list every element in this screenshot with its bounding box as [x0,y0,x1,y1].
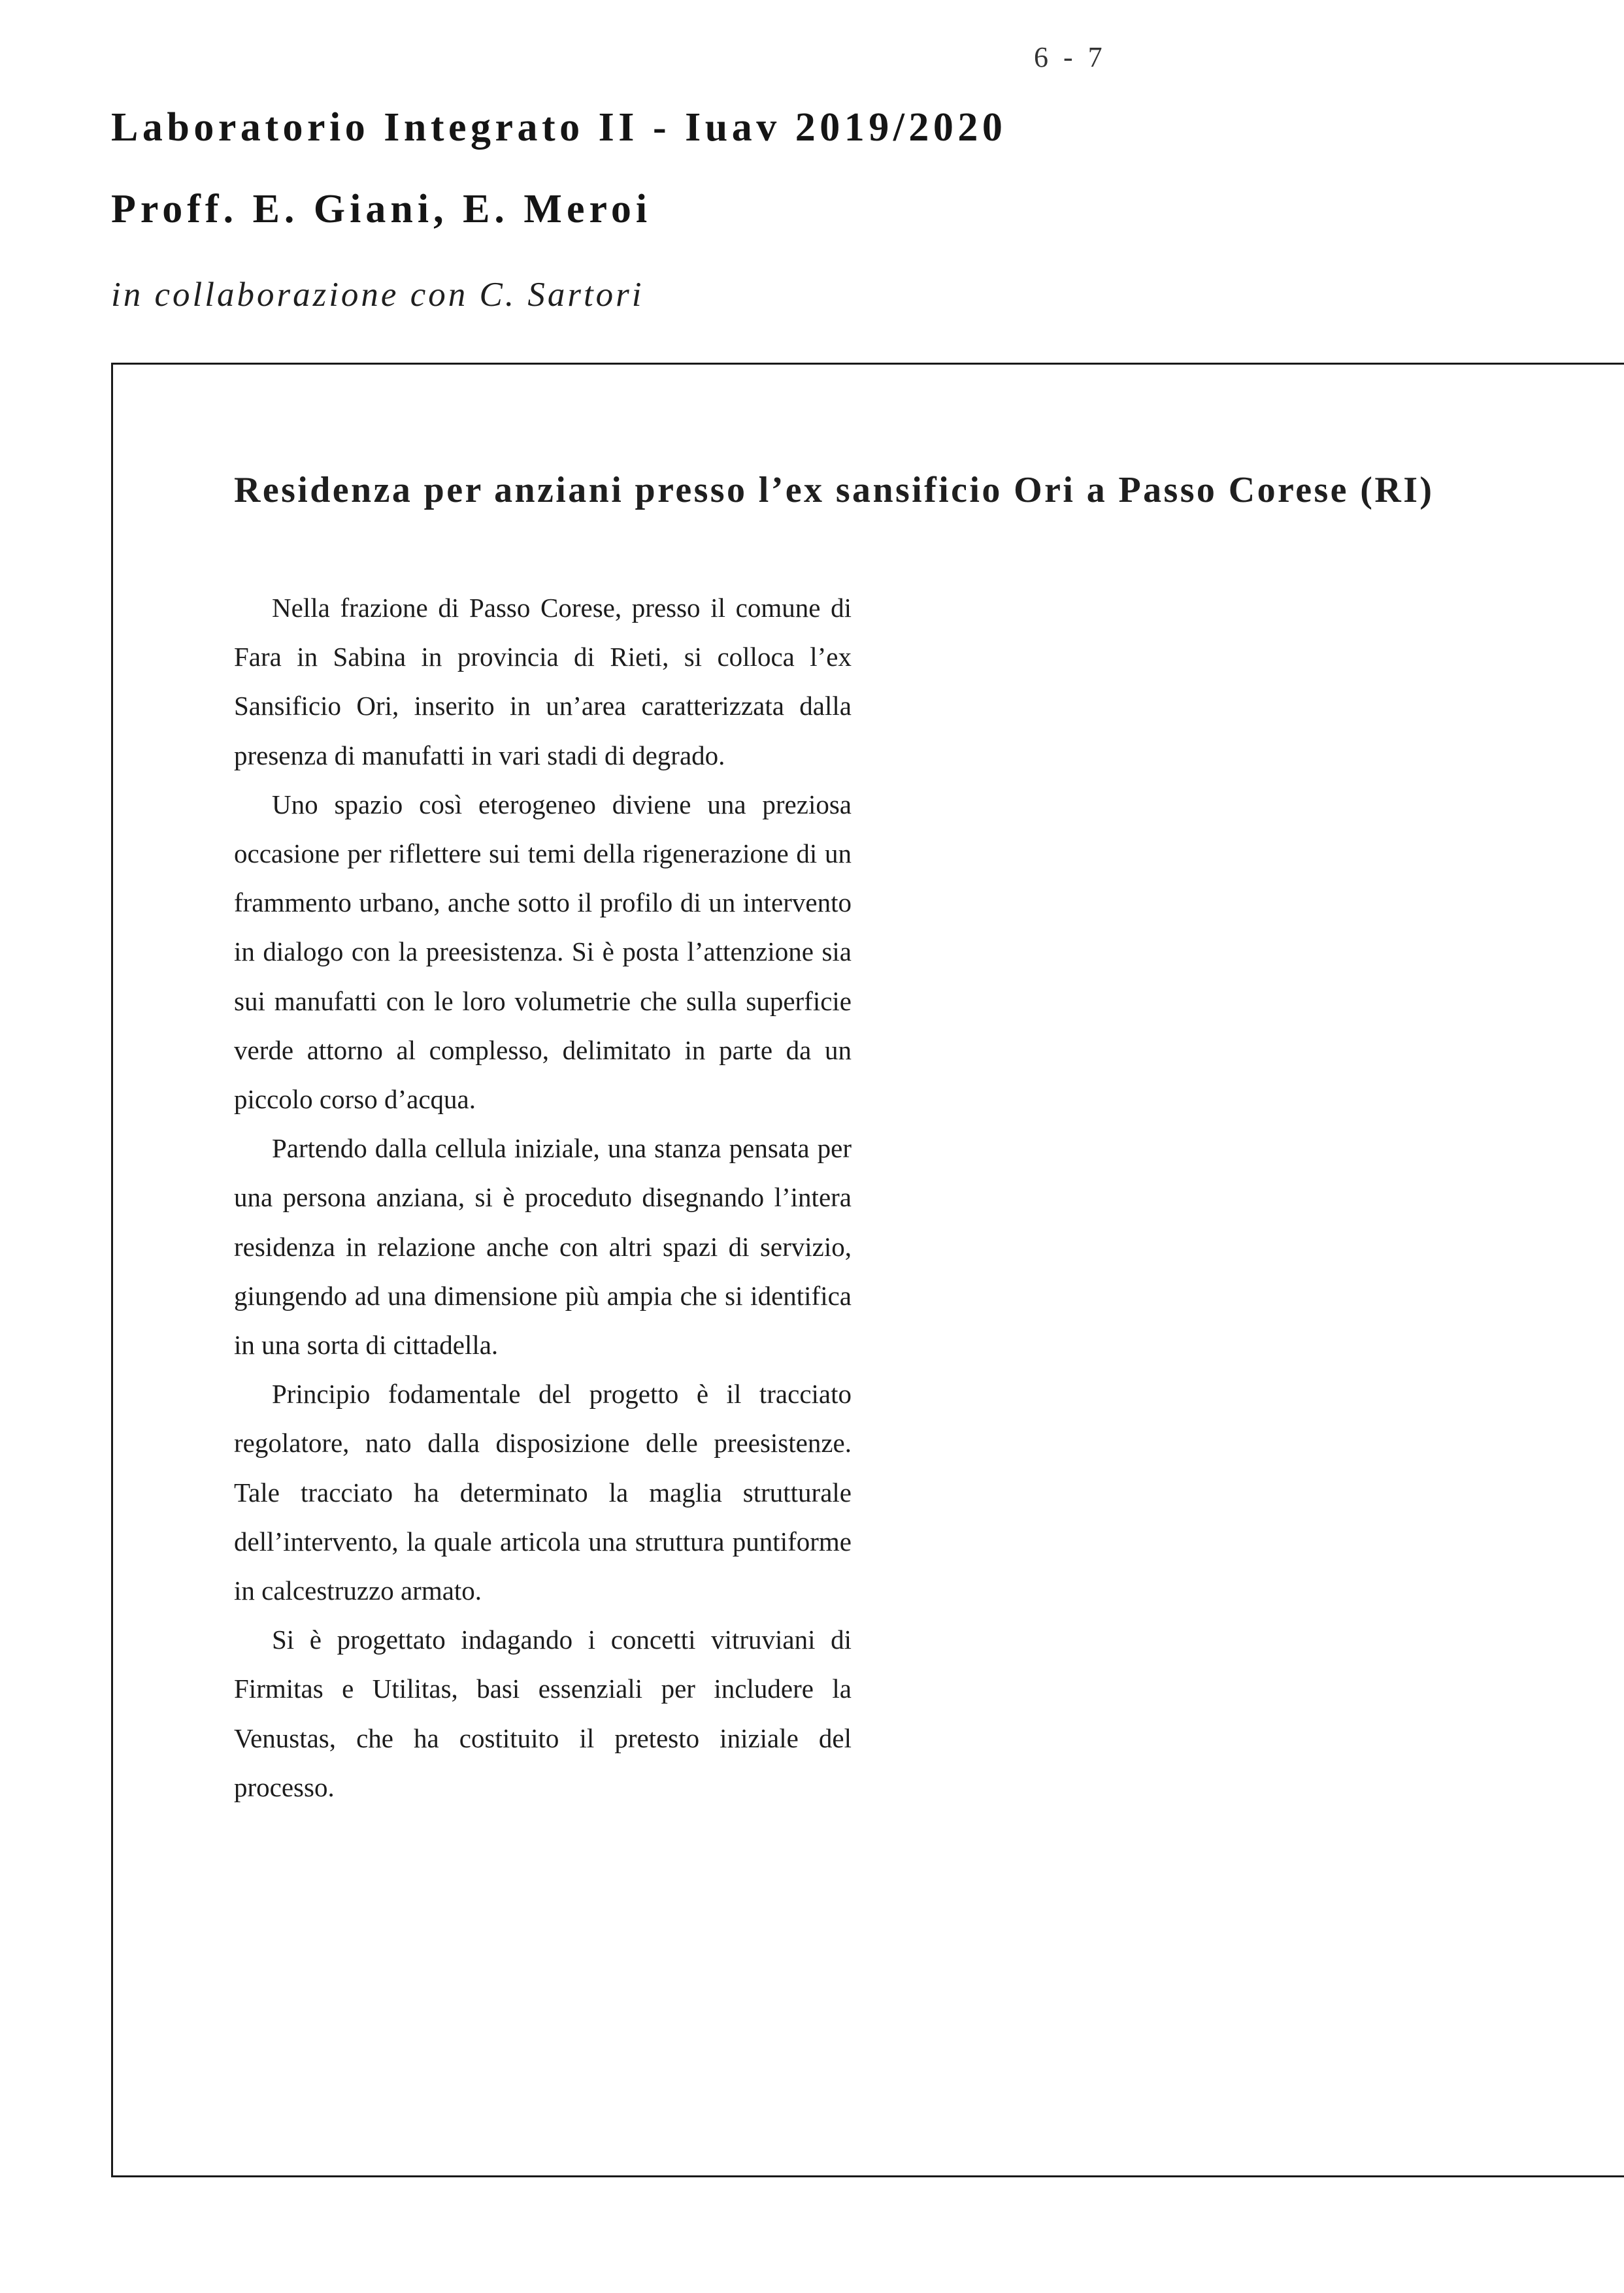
paragraph: Si è progettato indagando i concetti vitruviani di Firmitas e Utilitas, basi essenziali per includere la Venustas, che ha costituito il pretesto iniziale del processo. [234,1625,852,1802]
project-description [234,584,852,1812]
course-title: Laboratorio Integrato II - Iuav 2019/2020 [111,105,1007,150]
project-title: Residenza per anziani presso l’ex sansificio Ori a Passo Corese (RI) [234,470,1434,510]
paragraph: Principio fodamentale del progetto è il tracciato regolatore, nato dalla disposizione delle preesistenze. Tale tracciato ha determinato la maglia strutturale dell’intervento, la quale articola una struttura puntiforme in calcestruzzo armato. [234,1379,852,1606]
collaboration-line: in collaborazione con C. Sartori [111,276,644,314]
paragraph: Partendo dalla cellula iniziale, una stanza pensata per una persona anziana, si è proceduto disegnando l’intera residenza in relazione anche con altri spazi di servizio, giungendo ad una dimensione più ampia che si identifica in una sorta di cittadella. [234,1133,852,1361]
professors-line: Proff. E. Giani, E. Meroi [111,187,652,231]
paragraph: Nella frazione di Passo Corese, presso il comune di Fara in Sabina in provincia di Rieti, si colloca l’ex Sansificio Ori, inserito in un’area caratterizzata dalla presenza di manufatti in vari stadi di degrado. [234,593,852,770]
paragraph: Uno spazio così eterogeneo diviene una preziosa occasione per riflettere sui temi della rigenerazione di un frammento urbano, anche sotto il profilo di un intervento in dialogo con la preesistenza. Si è posta l’attenzione sia sui manufatti con le loro volumetrie che sulla superficie verde attorno al complesso, delimitato in parte da un piccolo corso d’acqua. [234,789,852,1115]
page-number: 6 - 7 [1034,41,1106,73]
